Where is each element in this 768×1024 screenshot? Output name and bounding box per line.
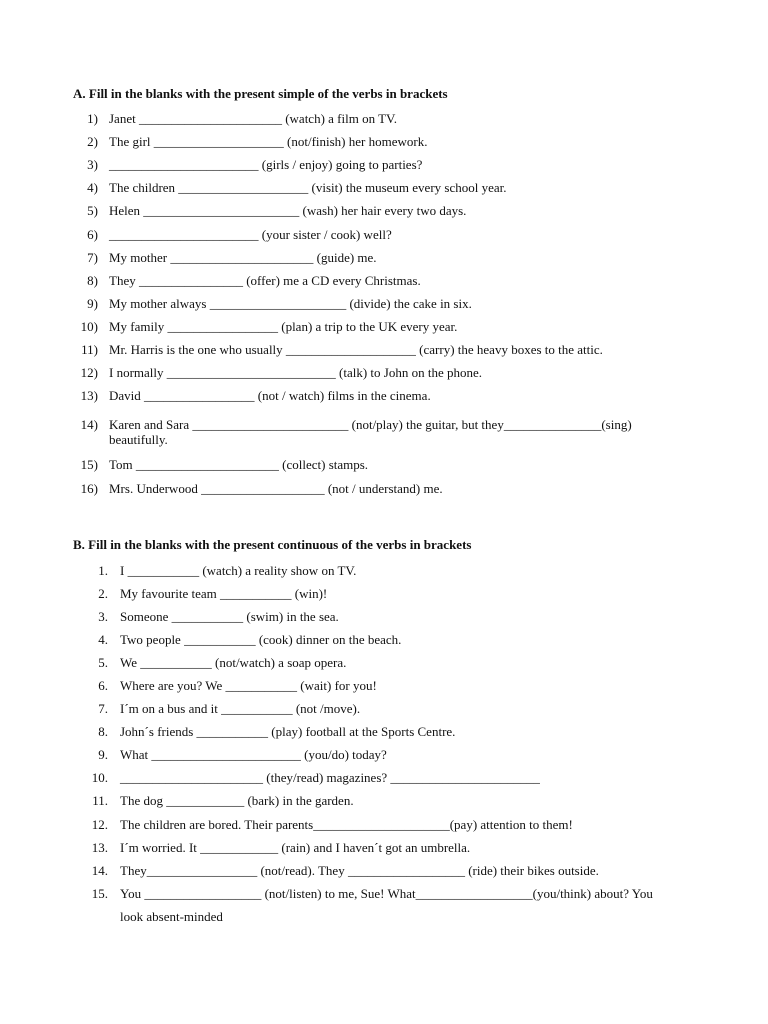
- item-text: _______________________ (girls / enjoy) going to parties?: [109, 157, 423, 172]
- item-text: Two people ___________ (cook) dinner on the beach.: [120, 632, 402, 647]
- item-number: 3.: [98, 609, 108, 624]
- item-text: ______________________ (they/read) magazines? _______________________: [120, 770, 540, 785]
- item-number: 15.: [91, 886, 108, 901]
- item-number: 14): [80, 417, 98, 432]
- item-number: 5.: [98, 655, 108, 670]
- item-text: Where are you? We ___________ (wait) for you!: [120, 678, 377, 693]
- item-number: 1): [87, 111, 98, 126]
- item-number: 8): [87, 273, 98, 288]
- item-text: Mrs. Underwood ___________________ (not / understand) me.: [109, 481, 443, 496]
- item-number: 1.: [98, 563, 108, 578]
- item-text: I normally __________________________ (talk) to John on the phone.: [109, 365, 482, 380]
- section-b-title: B. Fill in the blanks with the present continuous of the verbs in brackets: [73, 537, 472, 552]
- item-text: Karen and Sara ________________________ (not/play) the guitar, but they_______________(sing): [109, 417, 632, 432]
- item-number: 11.: [92, 793, 108, 808]
- item-text: My mother ______________________ (guide) me.: [109, 250, 377, 265]
- item-text-continuation: beautifully.: [109, 432, 168, 447]
- item-number: 14.: [91, 863, 108, 878]
- item-number: 6.: [98, 678, 108, 693]
- item-number: 5): [87, 203, 98, 218]
- item-number: 3): [87, 157, 98, 172]
- item-number: 11): [81, 342, 98, 357]
- item-number: 16): [80, 481, 98, 496]
- item-text: I´m worried. It ____________ (rain) and I haven´t got an umbrella.: [120, 840, 471, 855]
- item-text: My favourite team ___________ (win)!: [120, 586, 328, 601]
- item-number: 12.: [91, 817, 108, 832]
- item-number: 13.: [91, 840, 108, 855]
- item-number: 2.: [98, 586, 108, 601]
- item-text: John´s friends ___________ (play) football at the Sports Centre.: [120, 724, 456, 739]
- item-text: My family _________________ (plan) a trip to the UK every year.: [109, 319, 458, 334]
- item-number: 7): [87, 250, 98, 265]
- item-text: Helen ________________________ (wash) her hair every two days.: [109, 203, 467, 218]
- item-number: 6): [87, 227, 98, 242]
- item-text: You __________________ (not/listen) to me, Sue! What__________________(you/think) about? You: [120, 886, 653, 901]
- item-number: 12): [80, 365, 98, 380]
- item-text: What _______________________ (you/do) today?: [120, 747, 387, 762]
- item-text: We ___________ (not/watch) a soap opera.: [120, 655, 347, 670]
- item-number: 8.: [98, 724, 108, 739]
- item-text: _______________________ (your sister / cook) well?: [109, 227, 392, 242]
- item-text: I ___________ (watch) a reality show on TV.: [120, 563, 357, 578]
- item-number: 9): [87, 296, 98, 311]
- item-text: David _________________ (not / watch) films in the cinema.: [109, 388, 431, 403]
- item-text: They ________________ (offer) me a CD every Christmas.: [109, 273, 421, 288]
- item-text: The children are bored. Their parents_____________________(pay) attention to them!: [120, 817, 573, 832]
- item-text: I´m on a bus and it ___________ (not /move).: [120, 701, 361, 716]
- item-number: 2): [87, 134, 98, 149]
- item-text: They_________________ (not/read). They __________________ (ride) their bikes outside.: [120, 863, 599, 878]
- item-text: Tom ______________________ (collect) stamps.: [109, 457, 369, 472]
- item-text: The dog ____________ (bark) in the garden.: [120, 793, 354, 808]
- section-a-title: A. Fill in the blanks with the present simple of the verbs in brackets: [73, 86, 448, 101]
- item-text: My mother always _____________________ (divide) the cake in six.: [109, 296, 472, 311]
- item-text: Someone ___________ (swim) in the sea.: [120, 609, 339, 624]
- item-number: 10): [80, 319, 98, 334]
- item-text: Janet ______________________ (watch) a film on TV.: [109, 111, 398, 126]
- item-number: 7.: [98, 701, 108, 716]
- item-number: 15): [80, 457, 98, 472]
- item-number: 4.: [98, 632, 108, 647]
- item-text: Mr. Harris is the one who usually ____________________ (carry) the heavy boxes to the attic.: [109, 342, 603, 357]
- item-text: The girl ____________________ (not/finish) her homework.: [109, 134, 428, 149]
- item-number: 9.: [98, 747, 108, 762]
- item-text-continuation: look absent-minded: [120, 909, 223, 924]
- item-text: The children ____________________ (visit) the museum every school year.: [109, 180, 507, 195]
- item-number: 13): [80, 388, 98, 403]
- item-number: 10.: [91, 770, 108, 785]
- item-number: 4): [87, 180, 98, 195]
